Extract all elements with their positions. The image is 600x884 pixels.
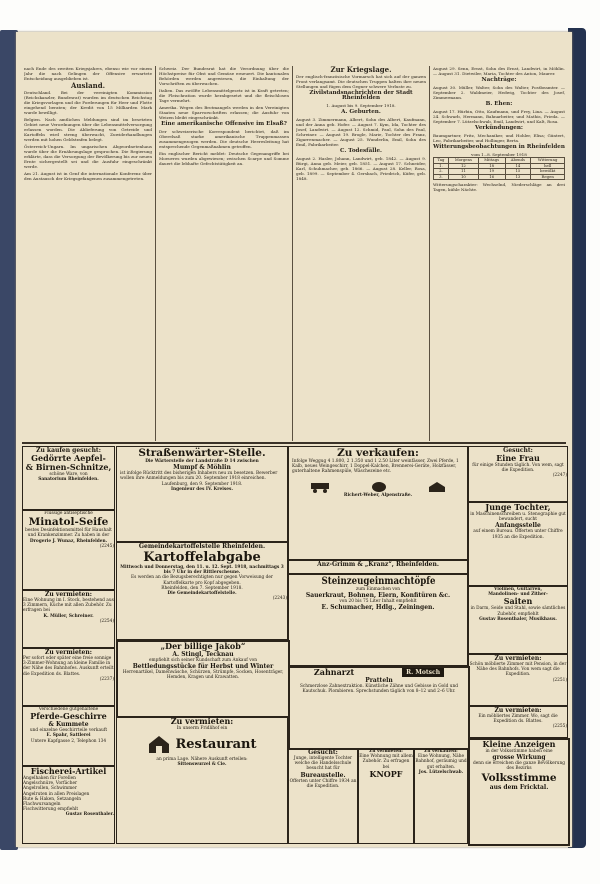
ad-main: Eine Frau xyxy=(496,453,540,463)
ad-title: Zu verkaufen: xyxy=(424,749,458,754)
ad-line: Angelrollen, Schwimmer xyxy=(23,786,77,792)
ad-place: Pratteln xyxy=(365,677,393,684)
heading-geburten: A. Geburten. xyxy=(341,109,381,115)
table-cell: 15 xyxy=(505,169,531,175)
ad-title: Zu verkaufen: xyxy=(337,447,419,459)
ad-text: Eine Wohnung, Nähe Bahnhof, geräumig und gut erhalten. xyxy=(415,754,467,770)
heading-zivilstand: Zivilstandsnachrichten der Stadt Rheinfelden xyxy=(309,90,413,101)
ad-code: (2245) xyxy=(99,543,114,549)
ad-line: Rute & Haken, Setzangeln xyxy=(23,796,82,802)
ad-title: Gesucht: xyxy=(503,447,533,454)
ad-junge-tochter xyxy=(468,502,568,586)
ad-line: Mandolinen- und Zither- xyxy=(488,592,548,598)
ad-restaurant xyxy=(116,716,288,844)
ad-text: auf einem Bureau. Offerten unter Chiffre 1935 an die Expedition. xyxy=(473,529,563,540)
ad-title: Zu vermieten: xyxy=(45,649,92,656)
ad-text: Junge, intelligente Tochter welche die Handelsschule besucht hat für xyxy=(293,756,353,772)
ad-text: Schmerzlose Zahnextraktion. Künstliche Zähne und Gebisse in Gold und Kautschuk. Plombieren. Sprechstunden täglich von 8–12 und 2–6 Uhr. xyxy=(299,684,459,695)
article-column-2 xyxy=(159,66,289,441)
ad-name: A. Stingl, Tecknau xyxy=(172,651,234,658)
heading-ausland: Ausland. xyxy=(70,81,106,90)
ad-name: Gustav Rosenthaler, Musikhaus. xyxy=(479,616,557,622)
ad-text: in Darm, Seide und Stahl, sowie sämtliches Zubehör, empfiehlt xyxy=(470,606,566,617)
article-column-4 xyxy=(433,66,565,441)
table-header: Witterung xyxy=(531,158,565,164)
ad-title: Zahnarzt xyxy=(313,667,355,677)
ad-pre: Gemeindekartoffelstelle Rheinfelden. xyxy=(138,543,266,550)
ad-line: Angelhaken für Forellen xyxy=(23,776,76,781)
ad-code: (2251) xyxy=(552,677,567,683)
heading-nachtraege: Nachträge: xyxy=(481,77,517,83)
ad-main: Bureaustelle. xyxy=(300,771,346,779)
ad-name: R. Motsch xyxy=(402,668,444,677)
ad-schnitze xyxy=(22,446,115,510)
column-rule xyxy=(429,66,430,441)
table-header: Mittags xyxy=(478,158,505,164)
ad-text: Offerten unter Chiffre 1934 an die Expedition. xyxy=(289,778,357,789)
article-paragraph: Belgien. Nach amtlichen Meldungen sind im besetzten Gebiet neue Verordnungen über die Lebensmittelversorgung erlassen worden. Die Ablieferung von Getreide und Kartoffeln wird streng überwacht, Zuwiderhandlungen werden mit hohen Geldstrafen belegt. xyxy=(24,117,152,142)
ad-steinzeugtoepfe xyxy=(288,574,468,666)
article-paragraph: Schweiz. Der Bundesrat hat die Verordnung über die Höchstpreise für Obst und Gemüse erneuert. Die kantonalen Behörden werden angewiesen, die Einhaltung der Vorschriften zu überwachen. xyxy=(159,66,289,86)
table-header: Tag xyxy=(434,158,449,164)
ad-title: Steinzeugeinmachtöpfe xyxy=(321,575,435,587)
heading-verkuendungen: Verkündungen: xyxy=(475,125,523,131)
article-lead: nach Ende des zweiten Kriegsjahres, ebenso wie vor einem Jahr die nach Gelingen der Offensive erwartete Entscheidung ausgeblieben ist. xyxy=(24,66,152,81)
barrel-icon xyxy=(371,478,387,490)
ad-text: Ein möbliertes Zimmer. Wo, sagt die Expedition ds. Blattes. xyxy=(478,714,558,725)
ad-sub: In unserm Fridlihof ein xyxy=(176,726,228,731)
table-cell: 16 xyxy=(478,174,505,180)
ad-code: (2254) xyxy=(99,618,114,624)
column-rule xyxy=(292,66,293,441)
ad-sub: Sauerkraut, Bohnen, Eiern, Konfitüren &c. xyxy=(305,592,451,600)
heading-kriegslage: Zur Kriegslage. xyxy=(330,66,392,74)
article-paragraph: Der englisch-französische Vormarsch hat sich auf der ganzen Front verlangsamt. Die deutschen Truppen halten ihre neuen Stellungen und fügen dem Gegner schwere Verluste zu. xyxy=(296,74,426,89)
geburten-list: August 3. Zimmermann, Albert, Sohn des Albert, Kaufmann, und der Anna geb. Hofer. — August 7. Kym, Ida, Tochter des Josef, Landwirt. — August 12. Schmid, Paul, Sohn des Paul, Schreiner. — August 19. Brogle, Marie, Tochter des Franz, Zigarrenmacher. — August 25. Wunderlin, Emil, Sohn des Emil, Fabrikarbeiter. xyxy=(296,117,426,147)
ad-code: (2247) xyxy=(552,473,567,479)
ad-verkaufen-weinfaesser xyxy=(288,446,468,560)
ad-text: in Maschinenschreiben u. Stenographie gut bewandert, sucht xyxy=(470,512,566,523)
ad-title: Kleine Anzeigen xyxy=(482,739,556,749)
ad-title: Gesucht: xyxy=(308,749,338,756)
ad-code: (2237) xyxy=(99,676,114,682)
ad-kleine-anzeigen xyxy=(468,738,570,846)
section-divider xyxy=(22,442,566,444)
ad-text: ist infolge Rücktritt des bisherigen Inhabers neu zu besetzen. Bewerber wollen ihre Anmeldungen bis zum 20. September 1918 einreichen. xyxy=(120,471,278,482)
ad-text: in der Volksstimme haben eine xyxy=(485,749,553,754)
table-cell: 11 xyxy=(448,169,478,175)
article-paragraph: Der schweizerische Korrespondent berichtet, daß im Oberelsaß starke amerikanische Truppenmassen zusammengezogen werden. Die deutsche Heeresleitung hat entsprechende Gegenmaßnahmen getroffen. xyxy=(159,129,289,149)
article-paragraph: Amerika. Wegen des Brotmangels werden in den Vereinigten Staaten neue Sparvorschriften erlassen; die Ausfuhr von Weizen bleibt eingeschränkt. xyxy=(159,105,289,120)
ad-name: Gustav Rosenthaler. xyxy=(65,812,114,818)
ad-text: Herrenartikel, Damenwäsche, Schürzen, Strümpfe, Socken, Hosenträger, Hemden, Kragen und Krawatten. xyxy=(122,670,284,681)
ad-title: „Der billige Jakob“ xyxy=(160,641,246,651)
ad-sub: Die Wärterstelle der Landstraße D 14 zwischen xyxy=(145,459,259,464)
ad-kranz xyxy=(288,560,468,574)
ad-main: Restaurant xyxy=(175,736,257,752)
ad-vermieten-knopf xyxy=(358,748,414,844)
house-icon xyxy=(147,734,171,754)
heading-todesfaelle: C. Todesfälle. xyxy=(340,148,382,154)
ad-main: KNOPF xyxy=(369,768,403,779)
todesfaelle-list: August 2. Hasler, Johann, Landwirt, geb. 1842. — August 9. Bürgi, Anna geb. Meier, geb. 1851. — August 17. Schneider, Karl, Schuhmacher, geb. 1866. — August 28. Keller, Rosa, geb. 1899. — September 4. Gersbach, Friedrich, Küfer, geb. 1848. xyxy=(296,156,426,181)
ad-main: Saiten xyxy=(503,596,533,607)
article-paragraph: August 29. Senn, Ernst, Sohn des Ernst, Landwirt, in Möhlin. — August 31. Dietwiler, Maria, Tochter des Anton, Maurer. xyxy=(433,66,565,76)
ad-title: Straßenwärter-Stelle. xyxy=(138,447,266,459)
table-cell: 12 xyxy=(448,163,478,169)
ad-place: Rheinfelden, den 7. September 1918. xyxy=(161,585,243,591)
ad-text: Es werden an die Bezugsberechtigten nur gegen Vorweisung der Kartoffelkarte pro Kopf abgegeben. xyxy=(131,575,273,586)
ad-signature: Die Gemeindekartoffelstelle. xyxy=(167,591,237,597)
ad-line: Violinen, Guitarren, xyxy=(493,587,543,592)
ad-pre: Flüssige antiseptische xyxy=(44,511,93,516)
heading-ehen: B. Ehen: xyxy=(485,101,513,107)
ad-sub: & Kummete xyxy=(48,721,89,729)
ad-line: Fischwitterung empfiehlt xyxy=(23,807,79,813)
article-column-3 xyxy=(296,66,426,441)
ad-title: Kartoffelabgabe xyxy=(143,550,261,565)
cart-icon xyxy=(310,478,330,490)
ad-text: Schön möblierte Zimmer mit Pension, in der Nähe des Bahnhofs. Von wem sagt die Expedition. xyxy=(469,662,567,678)
ad-pre: Verschiedene gutgehaltene xyxy=(38,707,99,712)
ad-saiten xyxy=(468,586,568,654)
ad-title: Minatol-Seife xyxy=(28,516,109,529)
ad-line: Angelruten in allen Preislagen xyxy=(23,791,90,797)
house-icon xyxy=(428,478,446,490)
ad-address: Untere Kapfgasse 2, Telephon 134 xyxy=(30,738,107,744)
article-paragraph: Ein englischer Bericht meldet: Deutsche Gegenangriffe bei Moeuvres wurden abgewiesen; zwischen Scarpe und Somme dauert die lebhafte Gefechtstätigkeit an. xyxy=(159,151,289,166)
ad-title: Pferde-Geschirre xyxy=(30,711,107,722)
ad-text: an prima Lage. Nähere Auskunft erteilen: xyxy=(156,757,248,763)
ad-main: Anfangsstelle xyxy=(495,522,541,530)
ad-line: Angelschnüre, Vorfächer xyxy=(23,781,78,787)
ad-sub: Bettledungsstücke für Herbst und Winter xyxy=(132,663,274,671)
ad-text: Per sofort oder später eine freie sonnige 3-Zimmer-Wohnung an kleine Familie in der Nähe des Bahnhofes. Auskunft erteilt die Expedition ds. Blattes. xyxy=(23,656,114,677)
table-cell: hell xyxy=(531,163,565,169)
table-header: Morgens xyxy=(448,158,478,164)
ad-gesucht-frau xyxy=(468,446,568,502)
period-text: 1. August bis 9. September 1918. xyxy=(326,103,396,108)
table-cell: 19 xyxy=(478,169,505,175)
ad-name: E. Schumacher, Hdlg., Zeiningen. xyxy=(321,604,435,612)
table-cell: Regen xyxy=(531,174,565,180)
ad-title: Fischerei-Artikel xyxy=(30,766,107,776)
ad-line: & Birnen-Schnitze, xyxy=(25,462,112,472)
ad-text: bestes Desinfektionsmittel für Haushalt und Krankenzimmer. Zu haben in der xyxy=(25,528,112,539)
ad-billige-jakob xyxy=(116,640,290,718)
ad-code: (2243) xyxy=(272,596,287,602)
table-cell: 1. xyxy=(434,163,449,169)
ad-name: Jos. Lützelschwab. xyxy=(418,769,464,775)
ad-title: Zu kaufen gesucht: xyxy=(36,447,101,454)
ad-brand: aus dem Fricktal. xyxy=(489,783,549,791)
ad-title: Zu vermieten: xyxy=(369,749,403,754)
table-cell: bewölkt xyxy=(531,169,565,175)
ad-code: (2255) xyxy=(552,724,567,730)
ad-text: Eine Wohnung mit allem Zubehör. Zu erfragen bei xyxy=(359,754,413,770)
column-rule xyxy=(155,66,156,441)
ad-place: Laufenburg, den 9. September 1918. xyxy=(161,481,243,487)
ad-signature: Ingenieur des IV. Kreises. xyxy=(171,486,233,492)
ad-vermieten-zimmer xyxy=(468,654,568,706)
ad-line: Gedörrte Aepfel- xyxy=(31,453,106,463)
weather-table xyxy=(433,157,565,180)
ad-line: schöne Ware, von xyxy=(49,472,88,477)
ad-title: Zu vermieten: xyxy=(170,716,234,726)
ad-kartoffelabgabe xyxy=(116,542,288,640)
ad-name: Sanatorium Rheinfelden. xyxy=(38,477,99,483)
ad-name: Drogerie J. Wunaz, Rheinfelden. xyxy=(29,538,108,544)
ad-vermieten-1 xyxy=(22,590,115,648)
ad-text: von 20 bis 75 Liter Inhalt empfiehlt xyxy=(339,599,417,605)
ad-pferdegeschirre xyxy=(22,706,115,766)
table-cell: 18 xyxy=(478,163,505,169)
ad-title: Zu vermieten: xyxy=(494,707,542,714)
table-header: Abends xyxy=(505,158,531,164)
weather-footnote: Witterungscharakter: Wechselnd, Niederschläge an drei Tagen, kühle Nächte. xyxy=(433,182,565,193)
ad-line: Flachwursangeln xyxy=(23,802,61,808)
ad-vermieten-moebliert xyxy=(468,706,568,738)
article-paragraph: Deutschland. Bei der vereinigten Kommission (Reichskanzler, Bundesrat) wurden im deutschen Reichstag die Kriegsvorlagen und die Forderungen für Heer und Flotte eingehend beraten; der Kredit von 15 Milliarden Mark wurde bewilligt. xyxy=(24,90,152,115)
ad-sub: empfiehlt sich seiner Kundschaft zum Ankauf von xyxy=(148,658,258,663)
article-paragraph: Italien. Das zwölfte Lebensmittelgesetz ist in Kraft getreten; die Fleischration wurde herabgesetzt und die fleischlosen Tage vermehrt. xyxy=(159,88,289,103)
newspaper-page xyxy=(16,32,572,847)
ad-vermieten-2 xyxy=(22,648,115,706)
ad-text: für einige Stunden täglich. Von wem, sagt die Expedition. xyxy=(472,463,564,474)
ad-title: Zu vermieten: xyxy=(494,655,542,662)
ad-name: E. Spahr, Sattlerei xyxy=(46,733,91,739)
ad-name: Richert-Weber, Alpenstraße. xyxy=(343,492,413,498)
ad-verkaufen-wohnung xyxy=(414,748,468,844)
ad-text: Infolge Weggug 4 1.800, 2 1.350 und 1 2.50 Liter weinfässer, Zwei Pferde, 1 Kalb, neues Weingeschirr, 1 Doppel-Kalchen, Brennerei-Geräte, Holzfässer, guterhaltene Rahmenspüle, Wäschezeine etc. xyxy=(292,459,459,475)
article-paragraph: Österreich-Ungarn. Im ungarischen Abgeordnetenhaus wurde über die Ernährungslage gesprochen. Die Regierung erklärte, dass die Versorgung der Bevölkerung bis zur neuen Ernte sichergestellt sei und die Ausfuhr eingeschränkt werde. xyxy=(24,144,152,169)
ad-main: grosse Wirkung xyxy=(492,754,546,762)
nachtraege-list: August 30. Müller, Walter, Sohn des Walter, Postbeamter. — September 2. Waldmeier, Hedwig, Tochter des Josef, Zimmermann. xyxy=(433,85,565,100)
ad-text: denn sie erreichen die ganze Bevölkerung des Bezirks xyxy=(473,761,565,772)
weather-table-subtitle: vom 1.–8. September 1918 xyxy=(471,152,527,157)
ad-text: und einzelne Geschirrteile verkauft xyxy=(29,728,108,734)
ad-title: Anz-Grimm & „Kranz“, Rheinfelden. xyxy=(317,561,439,568)
weather-table-title: Witterungsbeobachtungen in Rheinfelden xyxy=(433,144,565,150)
ad-title: Zu vermieten: xyxy=(45,591,92,598)
ad-zahnarzt xyxy=(288,666,470,750)
table-row xyxy=(434,174,565,180)
ad-minatol xyxy=(22,510,115,590)
ad-name: K. Müller, Schreiner. xyxy=(43,613,94,619)
ad-text: Eine Wohnung im I. Stock, bestehend aus 3 Zimmern, Küche mit allen Zubehör. Zu erfragen bei xyxy=(23,598,114,614)
ad-title: Junge Tochter, xyxy=(485,502,551,512)
ad-sub: Mumpf & Möhlin xyxy=(173,464,231,472)
article-paragraph: Am 21. August ist in Genf die internationale Konferenz über den Austausch der Kriegsgefangenen zusammengetreten. xyxy=(24,171,152,181)
ad-fischerei xyxy=(22,766,115,844)
ehen-list: August 17. Hürbin, Otto, Kaufmann, und Frey, Lina. — August 24. Schwarb, Hermann, Bahnarbeiter, und Mathis, Frieda. — September 7. Lützelschwab, Emil, Landwirt, und Kalt, Rosa. xyxy=(433,109,565,124)
ad-gesucht-tochter xyxy=(288,748,358,844)
table-cell: 2. xyxy=(434,169,449,175)
table-cell: 10 xyxy=(448,174,478,180)
ad-brand: Volksstimme xyxy=(481,771,557,784)
table-cell: 3. xyxy=(434,174,449,180)
ad-text: Mittwoch und Donnerstag, den 11. u. 12. Sept. 1918, nachmittags 3 bis 7 Uhr in der Rittlerscheune. xyxy=(120,565,284,576)
table-cell: 14 xyxy=(505,163,531,169)
verkuendungen-list: Baumgartner, Fritz, Mechaniker, und Hohler, Elisa; Güntert, Leo, Fabrikarbeiter, und Hollinger, Berta. xyxy=(433,133,565,143)
ad-sub: zum Einmachen von xyxy=(355,587,401,592)
article-column-1 xyxy=(24,66,152,441)
ad-strassenwaerter xyxy=(116,446,288,542)
ad-name: Sittenswurzel & Cie. xyxy=(177,762,227,768)
table-cell: 13 xyxy=(505,174,531,180)
heading-offensive: Eine amerikanische Offensive im Elsaß? xyxy=(161,121,287,127)
